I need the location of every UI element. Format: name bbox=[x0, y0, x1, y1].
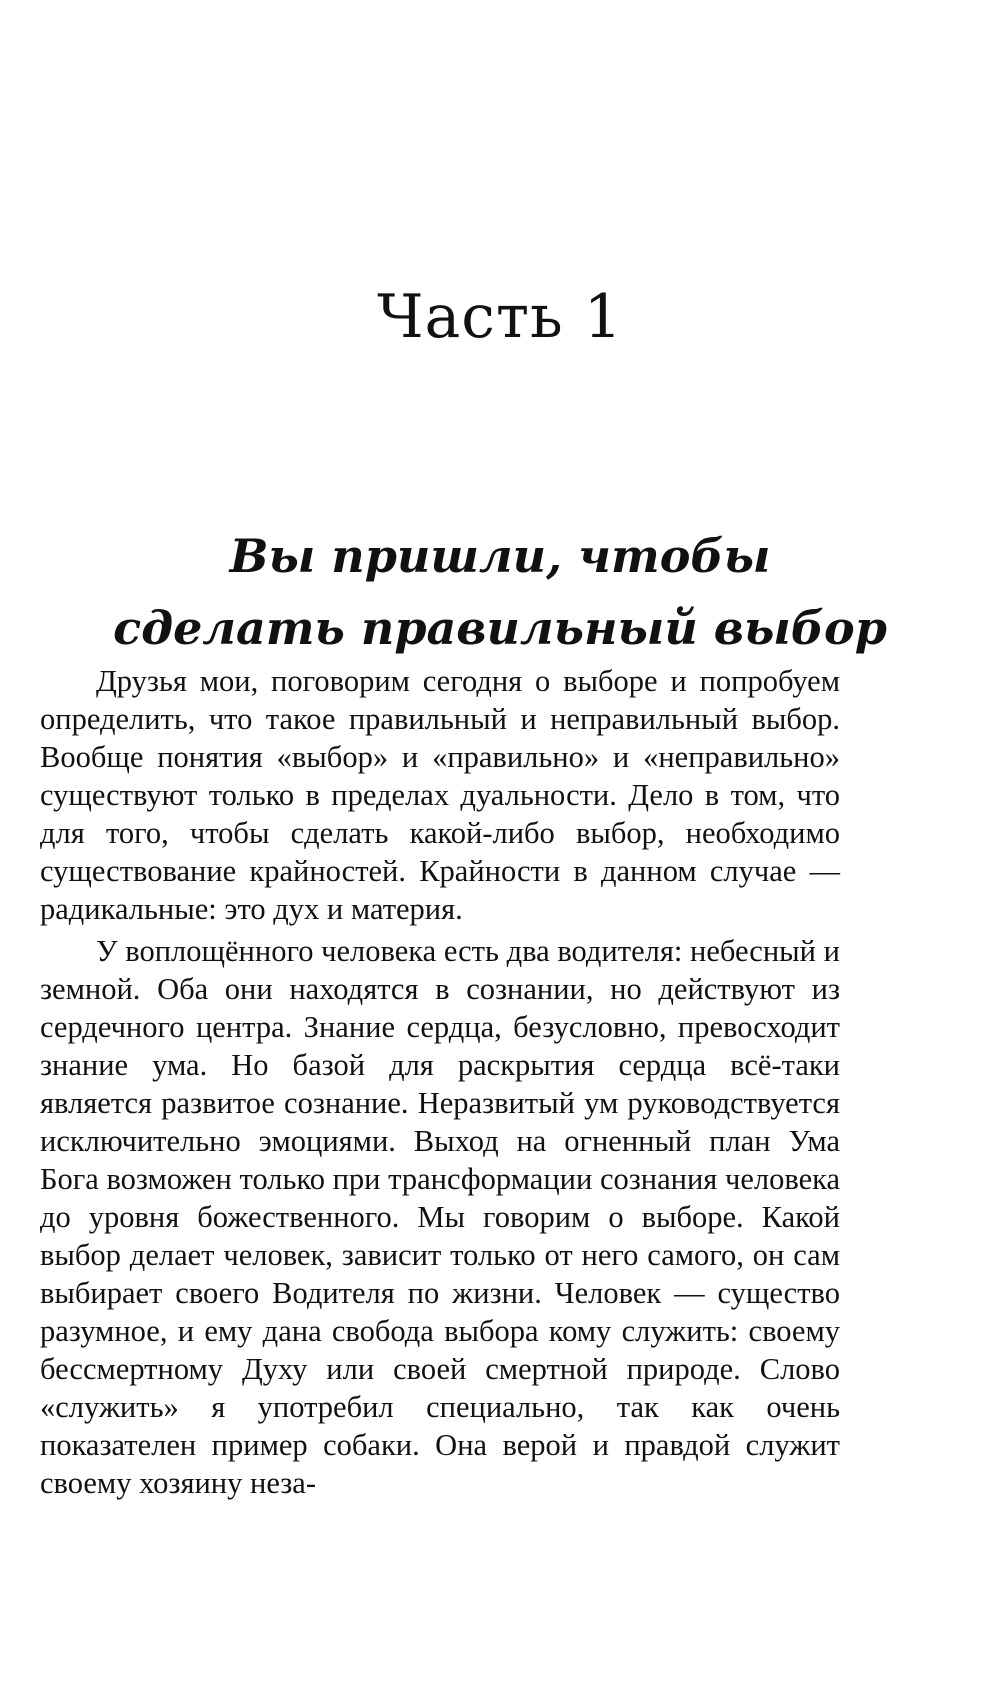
paragraph-1: Друзья мои, поговорим сегодня о выборе и попробуем определить, что такое правильный и неправильный выбор. Вообще понятия «выбор» и «правильно» и «неправильно» существуют только в пределах дуальности. Дело в том, что для того, чтобы сделать какой-либо выбор, необходимо существование крайностей. Крайности в данном случае — радикальные: это дух и материя. bbox=[40, 664, 840, 926]
chapter-title-line-2: сделать правильный выбор bbox=[113, 601, 887, 655]
body-text bbox=[40, 662, 840, 1502]
chapter-title bbox=[60, 520, 940, 664]
chapter-title-line-1: Вы пришли, чтобы bbox=[229, 529, 771, 583]
part-title: Часть 1 bbox=[377, 282, 623, 352]
paragraph-2: У воплощённого человека есть два водителя: небесный и земной. Оба они находятся в сознании, но действуют из сердечного центра. Знание сердца, безусловно, превосходит знание ума. Но базой для раскрытия сердца всё-таки является развитое сознание. Неразвитый ум руководствуется исключительно эмоциями. Выход на огненный план Ума Бога возможен только при трансформации сознания человека до уровня божественного. Мы говорим о выборе. Какой выбор делает человек, зависит только от него самого, он сам выбирает своего Водителя по жизни. Человек — существо разумное, и ему дана свобода выбора кому служить: своему бессмертному Духу или своей смертной природе. Слово «служить» я употребил специально, так как очень показателен пример собаки. Она верой и правдой служит своему хозяину неза- bbox=[40, 934, 840, 1500]
